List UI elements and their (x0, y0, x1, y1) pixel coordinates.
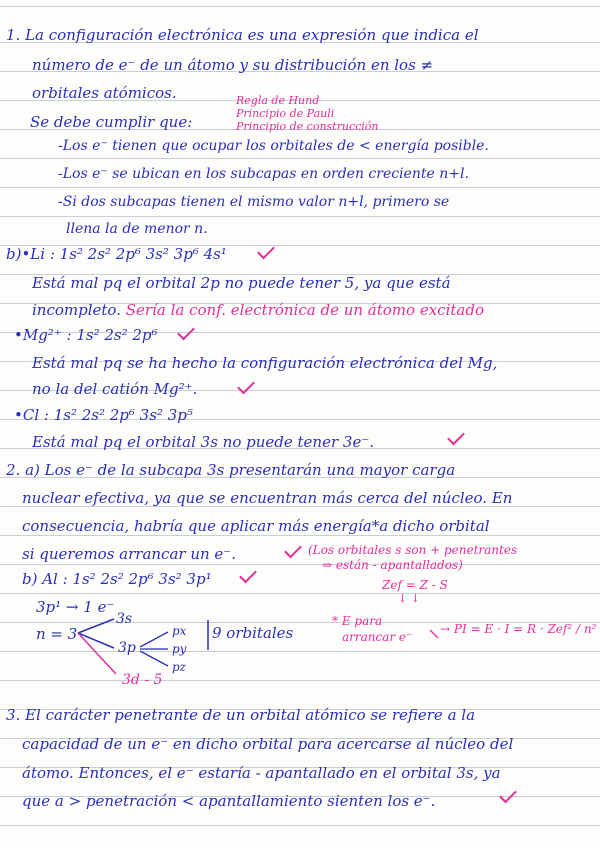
q1b-cl-config: •Cl : 1s² 2s² 2p⁶ 3s² 3p⁵ (14, 406, 193, 424)
q2-b-config: b) Al : 1s² 2s² 2p⁶ 3s² 3p¹ (22, 570, 212, 588)
orbital-py: py (172, 642, 187, 656)
q1-line-3: orbitales atómicos. (32, 84, 177, 102)
zef-arrows: ↓ ↓ (398, 592, 420, 605)
q1b-li-config: b)•Li : 1s² 2s² 2p⁶ 3s² 3p⁶ 4s¹ (6, 245, 227, 263)
q3-line-1: 3. El carácter penetrante de un orbital atómico se refiere a la (6, 706, 476, 724)
q1-must-comply: Se debe cumplir que: (30, 113, 193, 131)
orbital-total: 9 orbitales (212, 624, 294, 642)
orbital-3s: 3s (116, 611, 133, 627)
energy-note-2: arrancar e⁻ (342, 630, 413, 644)
rule-pauli: Principio de Pauli (236, 107, 335, 120)
q1-text-1: La configuración electrónica es una expresión que indica el (25, 26, 479, 44)
q3-line-3: átomo. Entonces, el e⁻ estaría - apantallado en el orbital 3s, ya (22, 764, 501, 782)
q2-pink-note-1: (Los orbitales s son + penetrantes (308, 543, 518, 557)
q2-b-electron: 3p¹ → 1 e⁻ (36, 598, 115, 616)
q3-line-2: capacidad de un e⁻ en dicho orbital para acercarse al núcleo del (22, 735, 514, 753)
q1b-mg-explanation-2: no la del catión Mg²⁺. (32, 380, 198, 398)
q1b-mg-explanation-1: Está mal pq se ha hecho la configuración electrónica del Mg, (32, 354, 498, 372)
q1-bullet-1: -Los e⁻ tienen que ocupar los orbitales de < energía posible. (58, 138, 489, 154)
energy-note-1: * E para (332, 614, 383, 628)
rule-construction: Principio de construcción (236, 120, 379, 133)
q1-bullet-3b: llena la de menor n. (66, 221, 208, 237)
rule-hund: Regla de Hund (236, 94, 320, 107)
orbital-3p: 3p (118, 640, 136, 656)
q2-a-line-1: 2. a) Los e⁻ de la subcapa 3s presentarán una mayor carga (6, 461, 456, 479)
zef-formula: Zef = Z - S (382, 578, 448, 592)
q1-number: 1. (6, 26, 21, 44)
orbital-3d: 3d - 5 (122, 672, 163, 688)
q1b-li-explanation-1: Está mal pq el orbital 2p no puede tener 5, ya que está (32, 274, 451, 292)
orbital-pz: pz (172, 660, 187, 674)
q1b-li-excited-note: Sería la conf. electrónica de un átomo excitado (125, 301, 484, 319)
q1b-cl-explanation: Está mal pq el orbital 3s no puede tener 3e⁻. (32, 433, 375, 451)
q2-a-line-3: consecuencia, habría que aplicar más energía*a dicho orbital (22, 517, 490, 535)
q1-line-2: número de e⁻ de un átomo y su distribución en los ≠ (32, 56, 434, 74)
q2-a-line-2: nuclear efectiva, ya que se encuentran más cerca del núcleo. En (22, 489, 513, 507)
q1-bullet-2: -Los e⁻ se ubican en los subcapas en orden creciente n+l. (58, 166, 469, 182)
q2-pink-note-2: ⇒ están - apantallados) (322, 558, 463, 572)
q1-bullet-3a: -Si dos subcapas tienen el mismo valor n+l, primero se (58, 194, 450, 210)
orbital-px: px (172, 624, 187, 638)
q3-line-4: que a > penetración < apantallamiento sienten los e⁻. (22, 792, 436, 810)
q2-a-line-4: si queremos arrancar un e⁻. (22, 545, 236, 563)
q2-n-value: n = 3 (36, 625, 78, 643)
q1b-li-incomplete: incompleto. (32, 301, 121, 319)
ionization-formula: → PI = E · I = R · Zef² / n² (440, 622, 597, 636)
q1b-mg-config: •Mg²⁺ : 1s² 2s² 2p⁶ (14, 326, 158, 344)
